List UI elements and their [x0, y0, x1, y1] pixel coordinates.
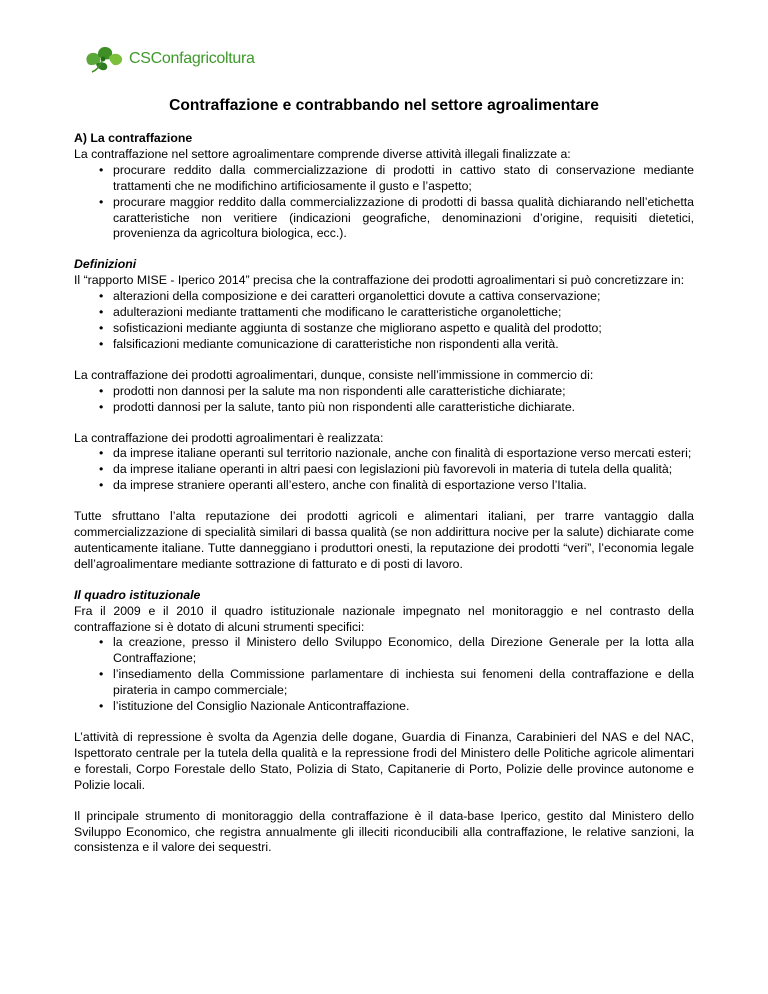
- list-item: • l’istituzione del Consiglio Nazionale Anticontraffazione.: [99, 699, 410, 714]
- bullet-icon: •: [99, 699, 104, 714]
- bullet-icon: •: [99, 162, 104, 177]
- definizioni-list-3: [74, 446, 694, 494]
- section-a-intro: La contraffazione nel settore agroalimentare comprende diverse attività illegali finalizzate a:: [74, 146, 571, 161]
- definizioni-list-2: [74, 384, 694, 416]
- bullet-icon: •: [99, 289, 104, 304]
- section-a-heading: A) La contraffazione: [74, 131, 193, 145]
- definizioni-list: [74, 289, 694, 353]
- list-item: • falsificazioni mediante comunicazione di caratteristiche non rispondenti alla verità.: [99, 336, 559, 351]
- bullet-icon: •: [99, 478, 104, 493]
- quadro-paragraph-1: L’attività di repressione è svolta da Agenzia delle dogane, Guardia di Finanza, Carabinieri del NAS e del NAC, Ispettorato centrale per la tutela della qualità e la repressione frodi del Ministero delle Politiche agricole alimentari e forestali, Corpo Forestale dello Stato, Polizia di Stato, Capitanerie di Porto, Polizie delle province autonome e Polizie locali.: [74, 730, 694, 792]
- definizioni-intro-2: La contraffazione dei prodotti agroalimentari, dunque, consiste nell’immissione in commercio di:: [74, 367, 594, 382]
- definizioni-heading: Definizioni: [74, 257, 137, 272]
- bullet-icon: •: [99, 667, 104, 682]
- definizioni-intro: Il “rapporto MISE - Iperico 2014” precisa che la contraffazione dei prodotti agroalimentari si può concretizzare in:: [74, 273, 685, 288]
- list-item: • da imprese italiane operanti in altri paesi con legislazioni più favorevoli in materia di tutela della qualità;: [99, 462, 673, 477]
- list-item: • da imprese italiane operanti sul territorio nazionale, anche con finalità di esportazione verso mercati esteri;: [99, 446, 692, 461]
- list-item: • la creazione, presso il Ministero dello Sviluppo Economico, della Direzione Generale per la lotta alla Contraffazione;: [99, 635, 694, 666]
- bullet-icon: •: [99, 336, 104, 351]
- bullet-icon: •: [99, 383, 104, 398]
- quadro-paragraph-2: Il principale strumento di monitoraggio della contraffazione è il data-base Iperico, gestito dal Ministero dello Sviluppo Economico, che registra annualmente gli illeciti riconducibili alla contraffazione, le relative sanzioni, la consistenza e il valore dei sequestri.: [74, 808, 694, 855]
- bullet-icon: •: [99, 320, 104, 335]
- list-item: • prodotti non dannosi per la salute ma non rispondenti alle caratteristiche dichiarate;: [99, 383, 566, 398]
- logo-text: CSConfagricoltura: [129, 50, 255, 67]
- list-item: • sofisticazioni mediante aggiunta di sostanze che migliorano aspetto e qualità del prodotto;: [99, 320, 602, 335]
- bullet-icon: •: [99, 399, 104, 414]
- list-item: • procurare reddito dalla commercializzazione di prodotti in cattivo stato di conservazione mediante trattamenti che ne modifichino artificiosamente il gusto e l’aspetto;: [99, 162, 694, 193]
- quadro-heading: Il quadro istituzionale: [74, 587, 201, 602]
- list-item: • da imprese straniere operanti all’estero, anche con finalità di esportazione verso l’Italia.: [99, 478, 587, 493]
- definizioni-intro-3: La contraffazione dei prodotti agroalimentari è realizzata:: [74, 430, 384, 445]
- clover-logo-icon: [82, 44, 128, 74]
- logo: [82, 42, 255, 76]
- bullet-icon: •: [99, 635, 104, 650]
- list-item: • procurare maggior reddito dalla commercializzazione di prodotti di bassa qualità dichiarando nell’etichetta caratteristiche non veritiere (indicazioni geografiche, denominazioni d’origine, requisiti dietetici, provenienza da agricoltura biologica, ecc.).: [99, 194, 694, 241]
- bullet-icon: •: [99, 305, 104, 320]
- definizioni-paragraph: Tutte sfruttano l’alta reputazione dei prodotti agricoli e alimentari italiani, per trarre vantaggio dalla commercializzazione di specialità similari di bassa qualità (se non addirittura nocive per la salute) dichiarate come autenticamente italiane. Tutte danneggiano i produttori onesti, la reputazione dei prodotti “veri”, l’economia legale dell’agroalimentare mediante sottrazione di fatturato e di posti di lavoro.: [74, 509, 694, 571]
- bullet-icon: •: [99, 194, 104, 209]
- page-title: Contraffazione e contrabbando nel settore agroalimentare: [169, 97, 599, 114]
- list-item: • prodotti dannosi per la salute, tanto più non rispondenti alle caratteristiche dichiarate.: [99, 399, 576, 414]
- bullet-icon: •: [99, 462, 104, 477]
- quadro-intro: Fra il 2009 e il 2010 il quadro istituzionale nazionale impegnato nel monitoraggio e nel contrasto della contraffazione si è dotato di alcuni strumenti specifici:: [74, 603, 694, 634]
- list-item: • adulterazioni mediante trattamenti che modificano le caratteristiche organolettiche;: [99, 305, 562, 320]
- bullet-icon: •: [99, 446, 104, 461]
- document-body: [74, 96, 694, 856]
- list-item: • alterazioni della composizione e dei caratteri organolettici dovute a cattiva conservazione;: [99, 289, 601, 304]
- quadro-list: [74, 635, 694, 715]
- list-item: • l’insediamento della Commissione parlamentare di inchiesta sui fenomeni della contraffazione e della pirateria in campo commerciale;: [99, 667, 694, 698]
- section-a-list: [74, 163, 694, 243]
